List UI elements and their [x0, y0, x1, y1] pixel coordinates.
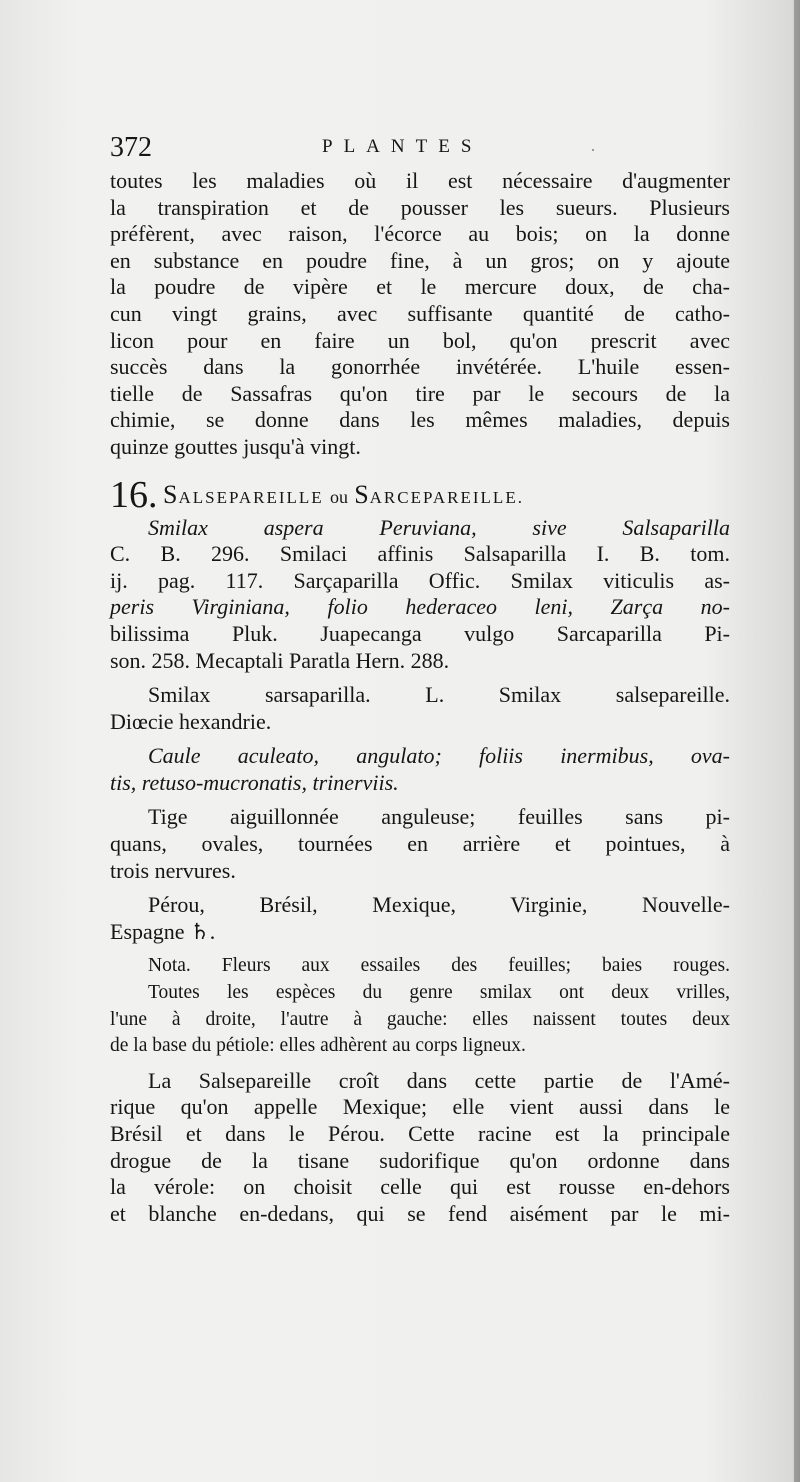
text-line: Toutes les espèces du genre smilax ont deux vrilles, — [148, 982, 730, 1004]
text-line: l'une à droite, l'autre à gauche: elles naissent toutes deux — [110, 1008, 730, 1030]
text-line: la transpiration et de pousser les sueurs. Plusieurs — [110, 194, 730, 220]
entry-number: 16. — [110, 473, 158, 516]
text-line: Brésil et dans le Pérou. Cette racine est la principale — [110, 1121, 730, 1146]
text-line: succès dans la gonorrhée invétérée. L'huile essen- — [110, 354, 730, 380]
text-line: en substance en poudre fine, à un gros; on y ajoute — [110, 247, 730, 273]
habitat-paragraph — [110, 892, 730, 945]
synonymy-paragraph — [110, 515, 730, 675]
text-line: Nota. Fleurs aux essailes des feuilles; baies rouges. — [148, 955, 730, 977]
body-paragraph — [110, 1068, 730, 1228]
intro-paragraph — [110, 168, 730, 461]
text-line: Caule aculeato, angulato; foliis inermibus, ova- — [148, 743, 730, 769]
text-line: la poudre de vipère et le mercure doux, de cha- — [110, 274, 730, 300]
text-line: La Salsepareille croît dans cette partie de l'Amé- — [148, 1067, 730, 1093]
text-line: ij. pag. 117. Sarçaparilla Offic. Smilax viticulis as- — [110, 567, 730, 593]
diagnosis-paragraph — [110, 743, 730, 796]
text-line: rique qu'on appelle Mexique; elle vient aussi dans le — [110, 1094, 730, 1120]
text-line: Espagne ♄. — [110, 918, 216, 944]
text-line: son. 258. Mecaptali Paratla Hern. 288. — [110, 647, 450, 673]
text-line: C. B. 296. Smilaci affinis Salsaparilla I. B. tom. — [110, 541, 730, 567]
text-line: tielle de Sassafras qu'on tire par le secours de la — [110, 380, 730, 406]
text-line: Smilax sarsaparilla. L. Smilax salsepareille. — [148, 682, 730, 708]
text-line: Diœcie hexandrie. — [110, 708, 272, 734]
text-line: peris Virginiana, folio hederaceo leni, Zarça no- — [110, 594, 730, 620]
text-line: drogue de la tisane sudorifique qu'on ordonne dans — [110, 1147, 730, 1173]
text-line: toutes les maladies où il est nécessaire d'augmenter — [110, 168, 730, 193]
text-line: préfèrent, avec raison, l'écorce au bois; on la donne — [110, 221, 730, 247]
text-line: licon pour en faire un bol, qu'on prescrit avec — [110, 327, 730, 353]
text-line: de la base du pétiole: elles adhèrent au corps ligneux. — [110, 1035, 526, 1057]
text-line: quans, ovales, tournées en arrière et pointues, à — [110, 831, 730, 857]
page-text-block — [110, 168, 730, 1227]
text-line: Smilax aspera Peruviana, sive Salsaparilla — [148, 514, 730, 540]
linnaean-name-paragraph — [110, 682, 730, 735]
running-head: PLANTES — [322, 136, 483, 157]
text-line: bilissima Pluk. Juapecanga vulgo Sarcaparilla Pi- — [110, 620, 730, 646]
entry-title: SALSEPAREILLE ou SARCEPAREILLE. — [163, 479, 524, 509]
text-line: quinze gouttes jusqu'à vingt. — [110, 433, 361, 459]
page-number: 372 — [110, 132, 152, 163]
text-line: Tige aiguillonnée anguleuse; feuilles sans pi- — [148, 804, 730, 830]
description-paragraph — [110, 804, 730, 884]
entry-heading — [110, 475, 730, 515]
text-line: la vérole: on choisit celle qui est rousse en-dehors — [110, 1174, 730, 1200]
text-line: Pérou, Brésil, Mexique, Virginie, Nouvelle- — [148, 892, 730, 918]
nota-paragraph — [110, 953, 730, 1059]
ink-speck: · — [590, 140, 596, 160]
text-line: tis, retuso-mucronatis, trinerviis. — [110, 769, 399, 795]
page-edge-shadow — [794, 0, 800, 1482]
page-header — [110, 132, 730, 166]
text-line: trois nervures. — [110, 857, 236, 883]
text-line: et blanche en-dedans, qui se fend aisément par le mi- — [110, 1200, 730, 1226]
text-line: cun vingt grains, avec suffisante quantité de catho- — [110, 300, 730, 326]
text-line: chimie, se donne dans les mêmes maladies, depuis — [110, 407, 730, 433]
